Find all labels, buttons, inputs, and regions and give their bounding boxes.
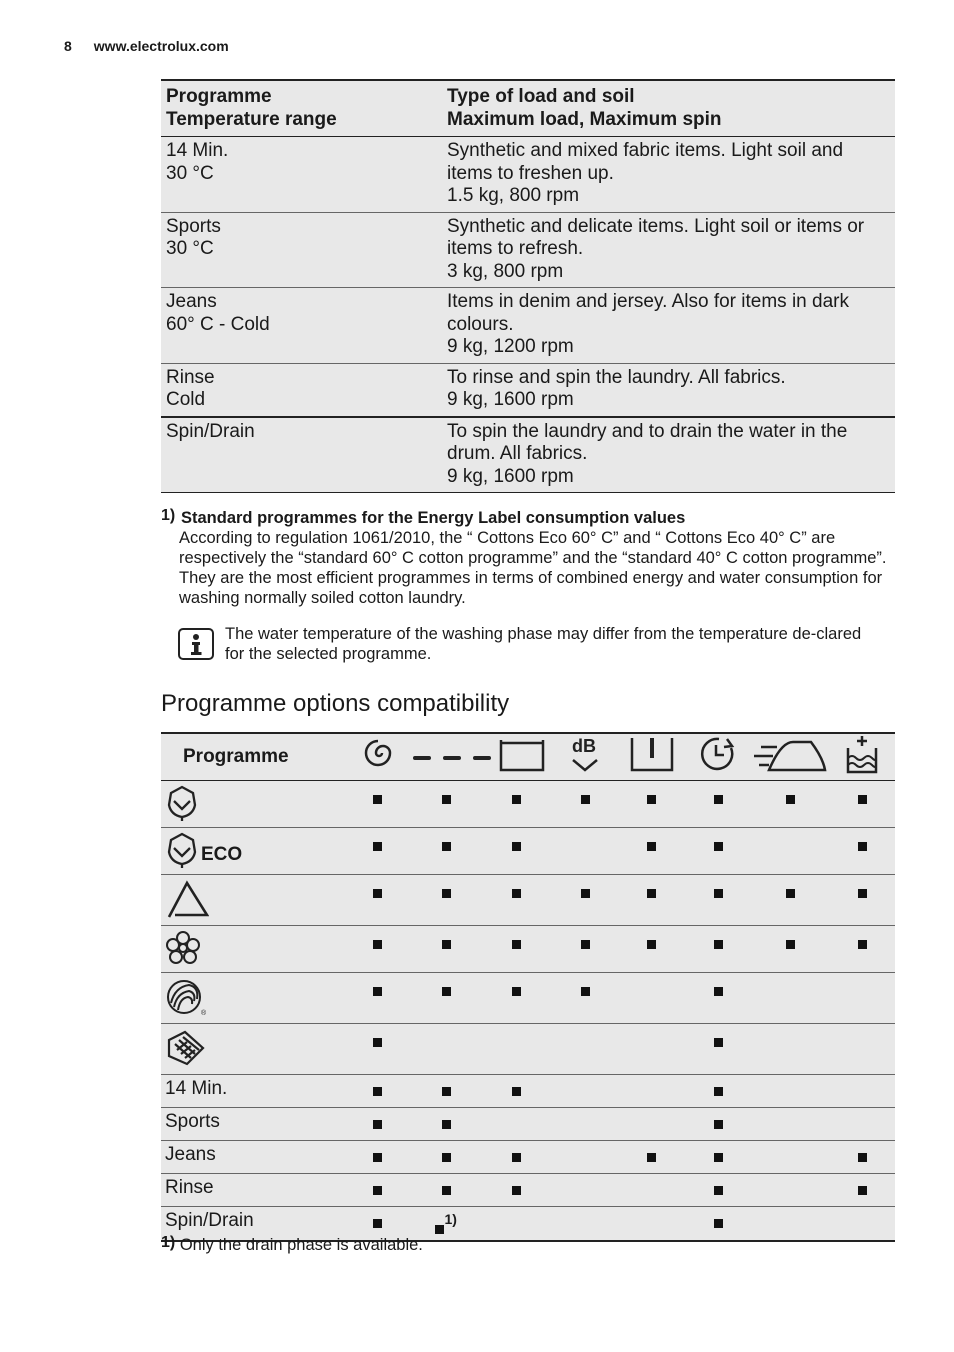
compat-cell-stain [618,781,685,828]
compat-cell-time-saving [685,926,751,973]
compat-cell-night-cycle [552,973,618,1024]
compat-cell-easy-iron [751,1174,829,1207]
compat-cell-night-cycle [552,1207,618,1242]
programme-cell [161,1108,345,1141]
compat-cell-extra-rinse [829,781,895,828]
description-cell [442,417,895,493]
compat-cell-rinse-hold [411,828,482,875]
compat-cell-night-cycle [552,1108,618,1141]
table-row [161,212,895,288]
programme-cell [161,973,345,1024]
compat-cell-time-saving [685,781,751,828]
programme-cell [161,1141,345,1174]
compatibility-row [161,973,895,1024]
compatible-mark [714,1153,723,1162]
programme-cell [161,288,442,364]
compatible-mark [647,940,656,949]
compat-cell-night-cycle [552,926,618,973]
compat-cell-stain [618,875,685,926]
compat-cell-extra-rinse [829,1108,895,1141]
compat-cell-spin-reduction [345,926,411,973]
compatible-mark [714,1219,723,1228]
svg-text:dB: dB [572,736,597,756]
compatible-mark [512,842,521,851]
cottons-eco-icon [165,832,199,874]
compat-cell-spin-reduction [345,781,411,828]
table-row [161,363,895,417]
duvet-icon [165,1028,205,1074]
compat-cell-spin-reduction [345,1141,411,1174]
compatibility-row [161,926,895,973]
compat-cell-prewash [482,1108,553,1141]
compat-cell-spin-reduction [345,828,411,875]
info-note [178,624,878,664]
compat-cell-rinse-hold [411,973,482,1024]
compat-cell-easy-iron [751,828,829,875]
stain-icon [618,733,685,781]
compatible-mark [373,1120,382,1129]
load-spin: 9 kg, 1200 rpm [447,336,574,357]
programme-temp: 30 °C [166,162,214,184]
column-header-load [442,80,895,137]
programme-label: Spin/Drain [165,1210,254,1231]
programme-temp: 30 °C [166,238,214,259]
compat-cell-easy-iron [751,973,829,1024]
compat-cell-rinse-hold [411,926,482,973]
compat-cell-night-cycle [552,1141,618,1174]
compat-cell-night-cycle [552,828,618,875]
compat-cell-prewash [482,875,553,926]
compatible-mark [373,1087,382,1096]
compatible-mark [512,795,521,804]
compat-cell-prewash [482,973,553,1024]
compat-cell-rinse-hold [411,1141,482,1174]
compatible-mark [714,795,723,804]
load-description: Items in denim and jersey. Also for items in dark colours. [447,291,849,335]
compatible-mark [714,842,723,851]
compat-cell-night-cycle [552,875,618,926]
compat-cell-time-saving [685,828,751,875]
load-spin: 3 kg, 800 rpm [447,260,564,282]
compat-cell-easy-iron [751,781,829,828]
time-saving-icon [685,733,751,781]
compat-cell-rinse-hold [411,781,482,828]
header-line: Programme [166,86,272,107]
footnote-title: Standard programmes for the Energy Label consumption values [181,509,686,527]
compat-cell-prewash [482,926,553,973]
programme-table [161,79,895,493]
compat-cell-extra-rinse [829,1174,895,1207]
compatible-mark [442,1120,451,1129]
compatible-mark [858,1153,867,1162]
header-line: Temperature range [166,108,337,130]
compatible-mark [512,1186,521,1195]
compatibility-row [161,1108,895,1141]
footnote-mark: 1) [161,507,176,524]
compat-cell-prewash [482,1141,553,1174]
compatible-mark [373,940,382,949]
info-icon [178,628,214,660]
programme-label: Jeans [165,1144,216,1165]
compat-cell-night-cycle [552,1075,618,1108]
programme-name: Sports [166,215,221,237]
programme-table-header [161,80,895,137]
footnote-body: According to regulation 1061/2010, the “ Cottons Eco 60° C” and “ Cottons Eco 40° C” are respectively the “standard 60° C cotton programme” and the “standard 40° C cotton programme”. They are the most efficient programmes in terms of combined energy and water consumption for washing normally soiled cotton laundry. [179,529,887,607]
compat-cell-stain [618,1141,685,1174]
compatible-mark [442,842,451,851]
compatible-mark [512,889,521,898]
compatibility-row [161,1024,895,1075]
compat-cell-rinse-hold [411,1174,482,1207]
compat-cell-rinse-hold [411,1108,482,1141]
section-title: Programme options compatibility [161,690,510,717]
programme-name: Jeans [166,291,217,312]
compatible-mark [581,795,590,804]
compatible-mark [647,889,656,898]
programme-cell [161,417,442,493]
compat-cell-extra-rinse [829,1024,895,1075]
compat-cell-extra-rinse [829,1141,895,1174]
compatible-mark [581,987,590,996]
compat-cell-time-saving [685,1141,751,1174]
compat-cell-prewash [482,781,553,828]
compat-cell-extra-rinse [829,828,895,875]
compatible-mark [512,940,521,949]
compat-cell-prewash [482,1024,553,1075]
compatible-mark [373,987,382,996]
compat-cell-stain [618,926,685,973]
programme-cell [161,875,345,926]
compat-cell-night-cycle [552,1174,618,1207]
compat-cell-prewash [482,1075,553,1108]
load-spin: 9 kg, 1600 rpm [447,465,574,487]
load-spin: 9 kg, 1600 rpm [447,389,574,410]
compatible-mark [714,889,723,898]
compat-cell-rinse-hold [411,1075,482,1108]
compatible-mark [373,1153,382,1162]
programme-cell [161,363,442,417]
compatibility-row [161,1141,895,1174]
compatibility-row [161,781,895,828]
compatible-mark [714,1087,723,1096]
compatible-mark [512,1087,521,1096]
compatible-mark [786,940,795,949]
compatible-mark [786,889,795,898]
compat-cell-prewash [482,828,553,875]
compatible-mark [647,795,656,804]
rinse-hold-icon [411,733,553,781]
compatible-mark [373,1038,382,1047]
compatible-mark [442,987,451,996]
compat-cell-easy-iron [751,1108,829,1141]
compat-cell-extra-rinse [829,926,895,973]
compat-cell-easy-iron [751,926,829,973]
compatibility-row [161,1174,895,1207]
programme-label: 14 Min. [165,1078,228,1099]
compatible-mark [442,940,451,949]
description-cell [442,137,895,213]
programme-column-header: Programme [161,733,345,781]
compat-cell-night-cycle [552,781,618,828]
load-description: Synthetic and mixed fabric items. Light soil and items to freshen up. [447,140,844,184]
compatible-mark [442,1186,451,1195]
compat-cell-stain [618,1108,685,1141]
programme-label: Sports [165,1111,220,1132]
programme-cell [161,1024,345,1075]
compat-cell-spin-reduction [345,875,411,926]
programme-cell [161,781,345,828]
compat-cell-spin-reduction [345,1174,411,1207]
compatible-mark [442,889,451,898]
table-row [161,137,895,213]
description-cell [442,363,895,417]
compatible-mark [858,795,867,804]
compatible-mark [858,1186,867,1195]
eco-label: ECO [201,844,243,865]
compat-cell-stain [618,1174,685,1207]
compat-cell-night-cycle [552,1024,618,1075]
synthetics-icon [165,879,209,925]
compat-cell-stain [618,1075,685,1108]
compat-cell-rinse-hold [411,875,482,926]
compatible-mark [442,1153,451,1162]
compatible-mark [373,889,382,898]
programme-name: Spin/Drain [166,420,255,442]
compat-cell-prewash [482,1174,553,1207]
compat-cell-rinse-hold [411,1024,482,1075]
compatible-mark [512,987,521,996]
spin-reduction-icon [345,733,411,781]
compatible-mark [714,987,723,996]
compatible-mark [581,940,590,949]
compatible-mark [714,1186,723,1195]
load-spin: 1.5 kg, 800 rpm [447,185,580,206]
drain-footnote [161,1236,423,1255]
programme-cell [161,1075,345,1108]
load-description: To rinse and spin the laundry. All fabrics. [447,366,786,388]
compatible-mark [714,1120,723,1129]
compat-cell-time-saving [685,1075,751,1108]
compat-cell-extra-rinse [829,1207,895,1242]
footnote-ref: 1) [444,1211,457,1227]
compat-cell-time-saving [685,973,751,1024]
compatible-mark [858,889,867,898]
compat-cell-stain [618,973,685,1024]
description-cell [442,212,895,288]
compat-cell-stain [618,1207,685,1242]
table-row [161,417,895,493]
programme-label: Rinse [165,1177,214,1198]
extra-rinse-icon [829,733,895,781]
compat-cell-time-saving [685,1108,751,1141]
compat-cell-easy-iron [751,1207,829,1242]
compat-cell-spin-reduction [345,1024,411,1075]
compat-cell-easy-iron [751,875,829,926]
compatible-mark [714,1038,723,1047]
compat-cell-stain [618,828,685,875]
programme-temp: 60° C - Cold [166,313,270,335]
compatibility-row [161,1075,895,1108]
footnote-text: Only the drain phase is available. [179,1236,423,1254]
compat-cell-extra-rinse [829,875,895,926]
compatible-mark [373,1219,382,1228]
page-number: 8 [64,38,72,54]
programme-cell [161,137,442,213]
compatible-mark [442,795,451,804]
programme-cell [161,1174,345,1207]
delicates-icon [165,930,201,972]
compat-cell-easy-iron [751,1024,829,1075]
compat-cell-time-saving [685,1174,751,1207]
compatible-mark [786,795,795,804]
compat-cell-prewash [482,1207,553,1242]
programme-cell [161,926,345,973]
header-line: Maximum load, Maximum spin [447,108,722,130]
compat-cell-spin-reduction [345,1075,411,1108]
compat-cell-easy-iron [751,1075,829,1108]
programme-name: 14 Min. [166,140,229,161]
compat-cell-stain [618,1024,685,1075]
compatible-mark [647,842,656,851]
page-header [64,38,229,54]
table-row [161,288,895,364]
compat-cell-extra-rinse [829,973,895,1024]
compatibility-row [161,875,895,926]
compatibility-row [161,828,895,875]
compatible-mark [647,1153,656,1162]
programme-cell [161,212,442,288]
header-line: Type of load and soil [447,86,635,107]
description-cell [442,288,895,364]
easy-iron-icon [751,733,829,781]
compat-cell-spin-reduction [345,1108,411,1141]
load-description: Synthetic and delicate items. Light soil or items or items to refresh. [447,215,865,259]
compatible-mark [581,889,590,898]
load-description: To spin the laundry and to drain the water in the drum. All fabrics. [447,420,848,464]
compatible-mark [373,795,382,804]
programme-cell [161,828,345,875]
compatible-mark [714,940,723,949]
cottons-icon [165,785,199,827]
compatibility-header [161,733,895,781]
compatible-mark [858,940,867,949]
info-text: The water temperature of the washing phase may differ from the temperature de-clared for the selected programme. [225,625,862,663]
compatible-mark [373,1186,382,1195]
column-header-programme [161,80,442,137]
compatible-mark [373,842,382,851]
compat-cell-time-saving [685,1207,751,1242]
night-cycle-icon [552,733,618,781]
compat-cell-extra-rinse [829,1075,895,1108]
compatibility-table [161,732,895,1242]
svg-text:®: ® [201,1010,207,1017]
compat-cell-time-saving [685,1024,751,1075]
compatible-mark [858,842,867,851]
compat-cell-spin-reduction [345,973,411,1024]
energy-label-footnote [161,508,901,608]
programme-temp: Cold [166,389,206,410]
compatible-mark [512,1153,521,1162]
compat-cell-time-saving [685,875,751,926]
programme-name: Rinse [166,366,215,388]
wool-icon [165,977,209,1023]
compatible-mark [442,1087,451,1096]
compat-cell-easy-iron [751,1141,829,1174]
footnote-mark: 1) [161,1234,176,1251]
website-url: www.electrolux.com [93,38,229,54]
